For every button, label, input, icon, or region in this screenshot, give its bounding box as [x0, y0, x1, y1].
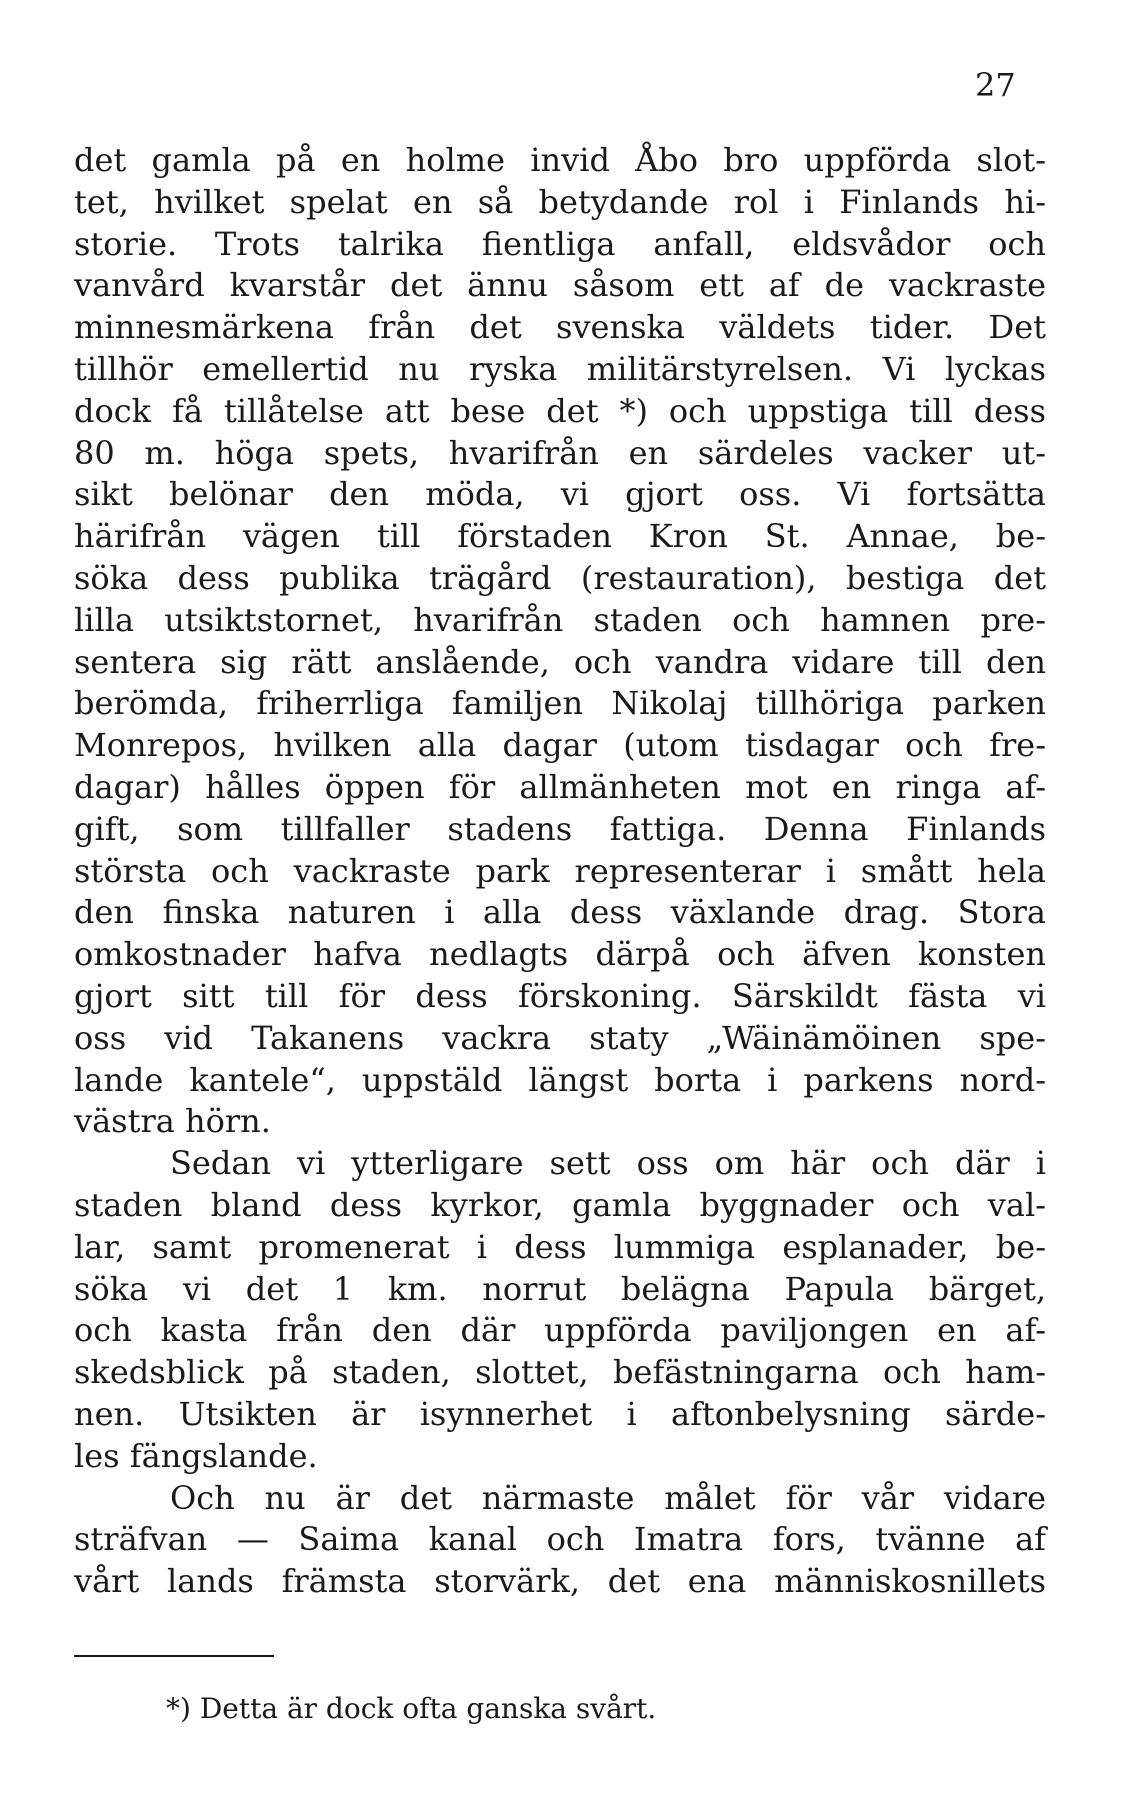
text-line: gift, som tillfaller stadens fattiga. Denna Finlands [74, 809, 1046, 848]
text-line: söka dess publika trägård (restauration), bestiga det [74, 558, 1046, 597]
text-line: och kasta från den där uppförda paviljongen en af- [74, 1311, 1046, 1350]
text-line: den finska naturen i alla dess växlande drag. Stora [74, 893, 1046, 932]
page-number: 27 [975, 66, 1016, 104]
text-line: storie. Trots talrika fientliga anfall, eldsvådor och [74, 224, 1046, 263]
text-line: härifrån vägen till förstaden Kron St. Annae, be- [74, 517, 1046, 556]
text-line: minnesmärkena från det svenska väldets tider. Det [74, 308, 1046, 347]
text-line: sentera sig rätt anslående, och vandra vidare till den [74, 642, 1046, 681]
text-line: sikt belönar den möda, vi gjort oss. Vi fortsätta [74, 475, 1046, 514]
text-line: berömda, friherrliga familjen Nikolaj tillhöriga parken [74, 684, 1046, 723]
text-line: dagar) hålles öppen för allmänheten mot en ringa af- [74, 767, 1046, 806]
text-line: Monrepos, hvilken alla dagar (utom tisdagar och fre- [74, 726, 1046, 765]
text-line: det gamla på en holme invid Åbo bro uppförda slot- [74, 141, 1046, 179]
text-line: lilla utsiktstornet, hvarifrån staden och hamnen pre- [74, 600, 1046, 639]
text-line: största och vackraste park representerar i smått hela [74, 851, 1046, 890]
text-line: vårt lands främsta storvärk, det ena människosnillets [74, 1562, 1046, 1601]
body-text [74, 140, 1046, 1603]
footnote: *) Detta är dock ofta ganska svårt. [166, 1692, 657, 1725]
text-line: lar, samt promenerat i dess lummiga esplanader, be- [74, 1227, 1046, 1266]
text-line: staden bland dess kyrkor, gamla byggnader och val- [74, 1185, 1046, 1224]
text-line: skedsblick på staden, slottet, befästningarna och ham- [74, 1353, 1046, 1392]
text-line: nen. Utsikten är isynnerhet i aftonbelysning särde- [74, 1394, 1046, 1433]
text-line: tillhör emellertid nu ryska militärstyrelsen. Vi lyckas [74, 349, 1046, 388]
text-line: västra hörn. [74, 1102, 271, 1141]
text-line: tet, hvilket spelat en så betydande rol i Finlands hi- [74, 182, 1046, 221]
text-line: Sedan vi ytterligare sett oss om här och där i [170, 1144, 1046, 1183]
footnote-divider [74, 1655, 274, 1657]
text-line: omkostnader hafva nedlagts därpå och äfven konsten [74, 935, 1046, 974]
text-line: gjort sitt till för dess förskoning. Särskildt fästa vi [74, 976, 1046, 1015]
text-line: lande kantele“, uppstäld längst borta i parkens nord- [74, 1060, 1046, 1099]
text-line: sträfvan — Saima kanal och Imatra fors, tvänne af [74, 1520, 1046, 1559]
text-line: Och nu är det närmaste målet för vår vidare [170, 1478, 1046, 1517]
text-line: vanvård kvarstår det ännu såsom ett af de vackraste [74, 266, 1046, 305]
text-line: söka vi det 1 km. norrut belägna Papula bärget, [74, 1269, 1046, 1308]
text-line: oss vid Takanens vackra staty „Wäinämöinen spe- [74, 1018, 1046, 1057]
text-line: les fängslande. [74, 1436, 318, 1475]
text-line: 80 m. höga spets, hvarifrån en särdeles vacker ut- [74, 433, 1046, 472]
text-line: dock få tillåtelse att bese det *) och uppstiga till dess [74, 391, 1046, 430]
